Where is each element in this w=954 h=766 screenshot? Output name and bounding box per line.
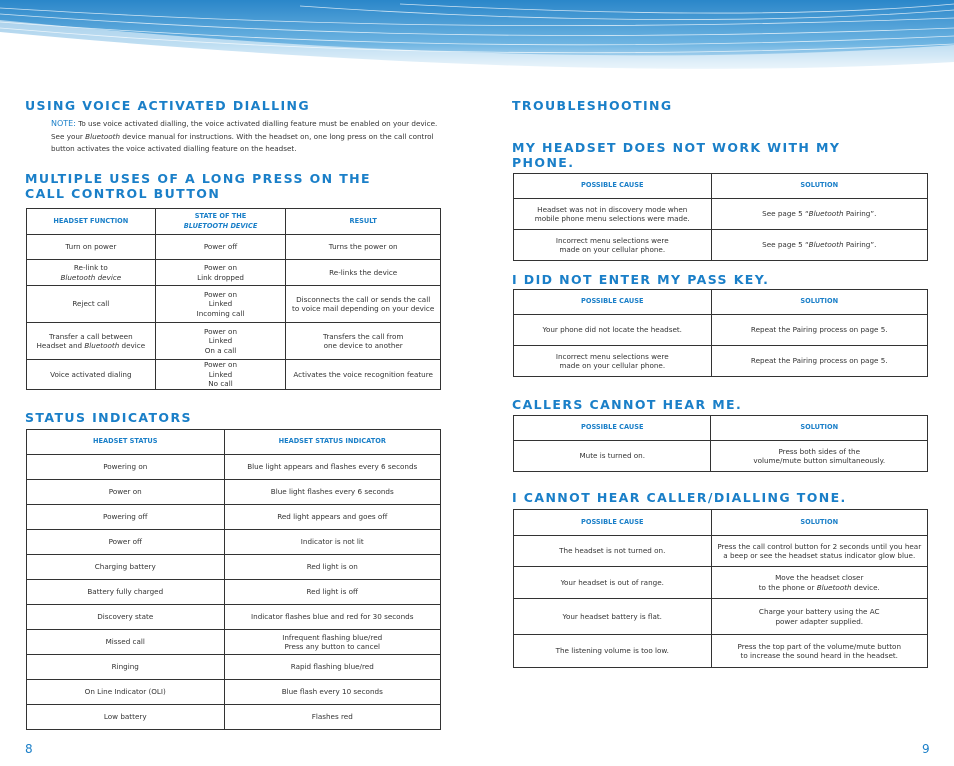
cell-result: Disconnects the call or sends the call to voice mail depending on your device (286, 286, 441, 323)
cell-function: Voice activated dialing (27, 360, 156, 390)
cell-result: Re-links the device (286, 260, 441, 286)
troubleshooting-heading: TROUBLESHOOTING (512, 98, 673, 113)
multi-uses-section (25, 171, 445, 201)
ts3-table (513, 415, 928, 472)
table-row (27, 680, 441, 705)
ts2-heading-block (512, 272, 932, 287)
cell-solution: See page 5 “Bluetooth Pairing”. (711, 230, 927, 261)
cell-status: Ringing (27, 655, 225, 680)
cell-state: Power on Link dropped (155, 260, 286, 286)
header-possible-cause: POSSIBLE CAUSE (514, 290, 712, 315)
ts3-heading: CALLERS CANNOT HEAR ME. (512, 397, 743, 412)
note-line-2c: device manual for instructions. With the headset on, one long press on the call control (120, 131, 434, 141)
ts1-heading-line1: MY HEADSET DOES NOT WORK WITH MY (512, 140, 841, 155)
ts2-heading: I DID NOT ENTER MY PASS KEY. (512, 272, 770, 287)
cell-status: Powering off (27, 505, 225, 530)
header-status-indicator: HEADSET STATUS INDICATOR (224, 430, 440, 455)
cell-indicator (224, 480, 440, 505)
voice-dialling-note (51, 118, 451, 156)
cell-indicator (224, 530, 440, 555)
cell-indicator (224, 655, 440, 680)
indicator-line: Red light is off (306, 587, 359, 597)
multi-uses-heading-line1: MULTIPLE USES OF A LONG PRESS ON THE (25, 171, 371, 186)
ts4-heading-block (512, 490, 932, 505)
page-number-left: 8 (25, 742, 33, 756)
indicator-line: Red light appears and goes off (277, 512, 388, 522)
cell-solution: Press the call control button for 2 seconds until you hear a beep or see the headset status indicator glow blue. (711, 536, 928, 567)
table-row (27, 480, 441, 505)
cell-status: Low battery (27, 705, 225, 730)
cell-cause: Your headset battery is flat. (514, 599, 712, 635)
table-row (514, 599, 928, 635)
cell-status: Power on (27, 480, 225, 505)
table-row (514, 315, 928, 346)
ts4-heading: I CANNOT HEAR CALLER/DIALLING TONE. (512, 490, 847, 505)
table-row (27, 360, 441, 390)
cell-indicator (224, 605, 440, 630)
table-row (514, 199, 928, 230)
cell-state: Power on Linked No call (155, 360, 286, 390)
table-row (27, 655, 441, 680)
cell-solution: Press both sides of the volume/mute button simultaneously. (711, 441, 928, 472)
multi-uses-heading-line2: CALL CONTROL BUTTON (25, 186, 221, 201)
table-row (27, 260, 441, 286)
indicator-line: Blue flash every 10 seconds (281, 687, 383, 697)
table-row (27, 630, 441, 655)
cell-cause: The headset is not turned on. (514, 536, 712, 567)
voice-dialling-section (25, 98, 445, 113)
note-line-2b: Bluetooth (85, 131, 121, 141)
indicator-line: Press any button to cancel (284, 642, 380, 651)
cell-result: Activates the voice recognition feature (286, 360, 441, 390)
cell-cause: Mute is turned on. (514, 441, 711, 472)
note-line-3: button activates the voice activated dialling feature on the headset. (51, 144, 297, 153)
page-number-right: 9 (922, 742, 930, 756)
header-headset-status: HEADSET STATUS (27, 430, 225, 455)
cell-indicator (224, 505, 440, 530)
table-row (27, 286, 441, 323)
cell-indicator (224, 555, 440, 580)
header-solution: SOLUTION (711, 510, 928, 536)
cell-cause: Headset was not in discovery mode when mobile phone menu selections were made. (514, 199, 712, 230)
cell-solution: See page 5 “Bluetooth Pairing”. (711, 199, 927, 230)
table-row (27, 323, 441, 360)
ts1-heading-line2: PHONE. (512, 155, 575, 170)
cell-cause: Your headset is out of range. (514, 567, 712, 599)
cell-function: Transfer a call between Headset and Bluetooth device (27, 323, 156, 360)
cell-indicator (224, 455, 440, 480)
cell-solution: Charge your battery using the AC power adapter supplied. (711, 599, 928, 635)
indicator-line: Infrequent flashing blue/red (282, 632, 383, 642)
cell-solution: Repeat the Pairing process on page 5. (711, 346, 927, 377)
cell-status: Charging battery (27, 555, 225, 580)
cell-status: Battery fully charged (27, 580, 225, 605)
indicator-line: Indicator flashes blue and red for 30 seconds (251, 612, 414, 622)
cell-indicator (224, 705, 440, 730)
multi-uses-table (26, 208, 441, 390)
header-possible-cause: POSSIBLE CAUSE (514, 510, 712, 536)
cell-indicator (224, 680, 440, 705)
header-possible-cause: POSSIBLE CAUSE (514, 416, 711, 441)
note-line-1: To use voice activated dialling, the voice activated dialling feature must be enabled on your device. (75, 119, 438, 128)
table-row (27, 505, 441, 530)
cell-cause: Incorrect menu selections were made on your cellular phone. (514, 230, 712, 261)
table-row (514, 441, 928, 472)
cell-indicator (224, 630, 440, 655)
cell-cause: Incorrect menu selections were made on your cellular phone. (514, 346, 712, 377)
table-row (27, 455, 441, 480)
cell-state: Power on Linked On a call (155, 323, 286, 360)
ts2-table (513, 289, 928, 377)
cell-function: Re-link to Bluetooth device (27, 260, 156, 286)
cell-result: Turns the power on (286, 235, 441, 260)
note-line-2a: See your (51, 131, 86, 141)
cell-state: Power on Linked Incoming call (155, 286, 286, 323)
table-row (27, 235, 441, 260)
header-result: RESULT (286, 209, 441, 235)
table-row (27, 580, 441, 605)
ts3-heading-block (512, 397, 932, 412)
header-possible-cause: POSSIBLE CAUSE (514, 174, 712, 199)
cell-status: Missed call (27, 630, 225, 655)
header-wave-banner (0, 0, 954, 80)
table-row (514, 635, 928, 668)
header-state: STATE OF THE BLUETOOTH DEVICE (155, 209, 286, 235)
cell-status: Powering on (27, 455, 225, 480)
troubleshooting-section (512, 98, 932, 113)
ts1-heading-block (512, 140, 932, 170)
ts4-table (513, 509, 928, 668)
status-section (25, 410, 445, 425)
table-row (514, 536, 928, 567)
status-table (26, 429, 441, 730)
cell-function: Turn on power (27, 235, 156, 260)
table-row (27, 605, 441, 630)
indicator-line: Blue light appears and flashes every 6 seconds (247, 462, 418, 472)
table-row (514, 230, 928, 261)
cell-cause: Your phone did not locate the headset. (514, 315, 712, 346)
cell-cause: The listening volume is too low. (514, 635, 712, 668)
table-row (514, 567, 928, 599)
indicator-line: Indicator is not lit (300, 537, 364, 547)
cell-status: On Line Indicator (OLI) (27, 680, 225, 705)
indicator-line: Flashes red (311, 712, 353, 722)
table-row (514, 346, 928, 377)
ts1-table (513, 173, 928, 261)
cell-status: Discovery state (27, 605, 225, 630)
cell-solution: Repeat the Pairing process on page 5. (711, 315, 927, 346)
cell-state: Power off (155, 235, 286, 260)
cell-solution: Press the top part of the volume/mute button to increase the sound heard in the headset. (711, 635, 928, 668)
header-solution: SOLUTION (711, 290, 927, 315)
cell-status: Power off (27, 530, 225, 555)
cell-indicator (224, 580, 440, 605)
note-label: NOTE: (51, 119, 76, 128)
indicator-line: Rapid flashing blue/red (290, 662, 374, 672)
table-row (27, 705, 441, 730)
indicator-line: Blue light flashes every 6 seconds (270, 487, 394, 497)
table-row (27, 555, 441, 580)
table-row (27, 530, 441, 555)
header-solution: SOLUTION (711, 174, 927, 199)
voice-dialling-heading: USING VOICE ACTIVATED DIALLING (25, 98, 311, 113)
header-headset-function: HEADSET FUNCTION (27, 209, 156, 235)
cell-result: Transfers the call from one device to another (286, 323, 441, 360)
status-heading: STATUS INDICATORS (25, 410, 192, 425)
indicator-line: Red light is on (306, 562, 358, 572)
cell-solution: Move the headset closer to the phone or Bluetooth device. (711, 567, 928, 599)
header-solution: SOLUTION (711, 416, 928, 441)
cell-function: Reject call (27, 286, 156, 323)
